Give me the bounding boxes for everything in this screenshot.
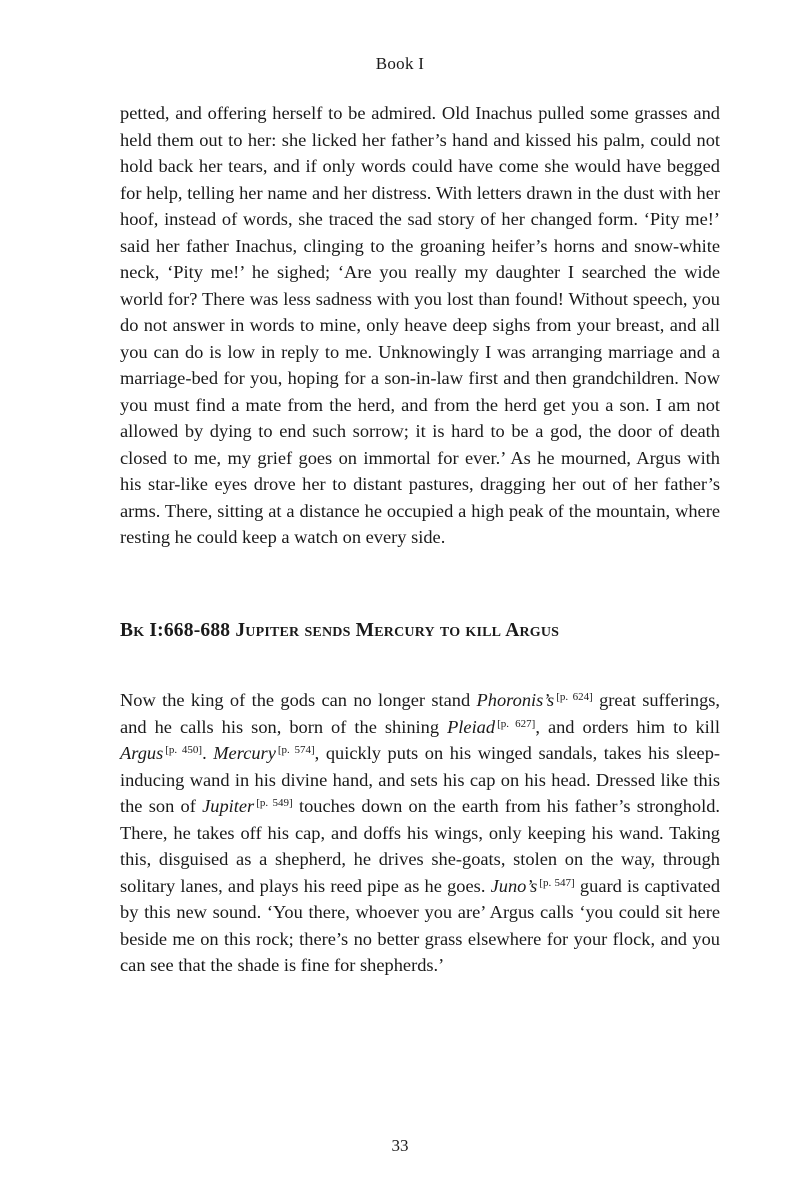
name-juno: Juno’s xyxy=(490,875,538,896)
name-argus: Argus xyxy=(120,743,164,763)
text-run: great sufferings, and he calls his son, born of the shining xyxy=(120,690,721,737)
name-pleiad: Pleiad xyxy=(447,716,496,737)
page-number: 33 xyxy=(391,1136,409,1155)
page-ref: [p. 574] xyxy=(277,744,315,756)
page-ref: [p. 450] xyxy=(165,744,203,756)
page-ref: [p. 549] xyxy=(256,797,293,809)
name-jupiter: Jupiter xyxy=(202,796,255,816)
text-run: guard is captivated by this new sound. ‘You there, whoever you are’ Argus calls ‘you could sit here beside me on this rock; there’s no better grass elsewhere for your flock, and you can see that the shade is fine for shepherds.’ xyxy=(120,875,721,975)
section-heading: Bk I:668-688 Jupiter sends Mercury to kill Argus xyxy=(120,620,560,641)
text-run: , and orders him to kill xyxy=(535,716,720,737)
page-ref: [p. 627] xyxy=(497,717,536,730)
body-paragraph-1: petted, and offering herself to be admired. Old Inachus pulled some grasses and held them out to her: she licked her father’s hand and kissed his palm, could not hold back her tears, and if only words could have come she would have begged for help, telling her name and her distress. With letters drawn in the dust with her hoof, instead of words, she traced the sad story of her changed form. ‘Pity me!’ said her father Inachus, clinging to the groaning heifer’s horns and snow-white neck, ‘Pity me!’ he sighed; ‘Are you really my daughter I searched the wide world for? There was less sadness with you lost than found! Without speech, you do not answer in words to mine, only heave deep sighs from your breast, and all you can do is low in reply to me. Unknowingly I was arranging marriage and a marriage-bed for you, hoping for a son-in-law first and then grandchildren. Now you must find a mate from the herd, and from the herd get you a son. I am not allowed by dying to end such sorrow; it is hard to be a god, the door of death closed to me, my grief goes on immortal for ever.’ As he mourned, Argus with his star-like eyes drove her to distant pastures, dragging her out of her father’s arms. There, sitting at a distance he occupied a high peak of the mountain, where resting he could keep a watch on every side. xyxy=(120,103,720,547)
text-run: Now the king of the gods can no longer stand xyxy=(120,690,477,710)
text-run: . xyxy=(202,743,214,763)
name-mercury: Mercury xyxy=(213,743,276,763)
name-phoronis: Phoronis’s xyxy=(476,690,555,710)
page-ref: [p. 547] xyxy=(539,876,575,889)
page-ref: [p. 624] xyxy=(556,691,593,703)
running-head: Book I xyxy=(375,54,425,73)
text-run: touches down on the earth from his father’s stronghold. There, he takes off his cap, and doffs his wings, only keeping his wand. Taking this, disguised as a shepherd, he drives she-goats, stolen on the way, through solitary lanes, and plays his reed pipe as he goes. xyxy=(120,796,721,896)
body-paragraph-2 xyxy=(120,687,720,979)
text-run: , quickly puts on his winged sandals, takes his sleep-inducing wand in his divine hand, and sets his cap on his head. Dressed like this the son of xyxy=(120,743,721,816)
